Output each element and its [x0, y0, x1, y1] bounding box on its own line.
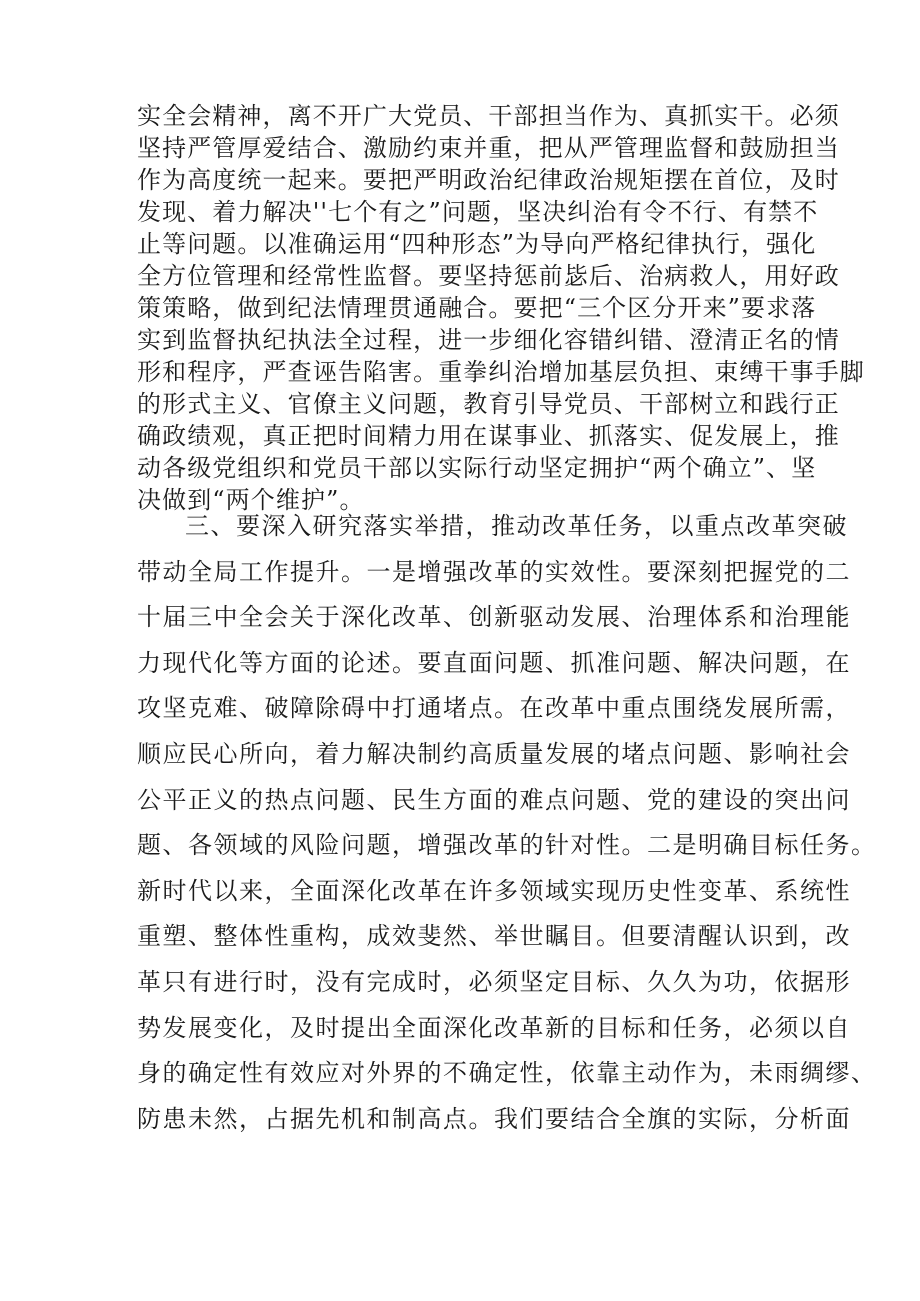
text-line: 实到监督执纪执法全过程，进一步细化容错纠错、澄清正名的情: [137, 326, 840, 354]
paragraph-reform-tasks: [137, 504, 877, 1142]
text-line: 公平正义的热点问题、民生方面的难点问题、党的建设的突出问: [137, 785, 851, 814]
section-heading-line: 三、要深入研究落实举措，推动改革任务，以重点改革突破: [185, 512, 848, 540]
text-line: 攻坚克难、破障除碍中打通堵点。在改革中重点围绕发展所需，: [137, 694, 851, 723]
text-line: 顺应民心所向，着力解决制约高质量发展的堵点问题、影响社会: [137, 739, 851, 768]
text-line: 作为高度统一起来。要把严明政治纪律政治规矩摆在首位，及时: [137, 166, 840, 194]
text-line: 势发展变化，及时提出全面深化改革新的目标和任务，必须以自: [137, 1013, 851, 1042]
text-line: 全方位管理和经常性监督。要坚持惩前毖后、治病救人，用好政: [137, 262, 840, 290]
text-line: 动各级党组织和党员干部以实际行动坚定拥护“两个确立”、坚: [137, 454, 817, 482]
text-line: 发现、着力解决''七个有之”问题，坚决纠治有令不行、有禁不: [137, 198, 819, 226]
text-line: 决做到“两个维护”。: [137, 486, 365, 514]
text-line: 的形式主义、官僚主义问题，教育引导党员、干部树立和践行正: [137, 390, 840, 418]
paragraph-supervision: [137, 100, 865, 516]
text-line: 题、各领域的风险问题，增强改革的针对性。二是明确目标任务。: [137, 831, 877, 860]
text-line: 防患未然，占据先机和制高点。我们要结合全旗的实际，分析面: [137, 1104, 851, 1133]
text-line: 坚持严管厚爱结合、激励约束并重，把从严管理监督和鼓励担当: [137, 134, 840, 162]
text-line: 身的确定性有效应对外界的不确定性，依靠主动作为，未雨绸缪、: [137, 1059, 877, 1088]
text-line: 重塑、整体性重构，成效斐然、举世瞩目。但要清醒认识到，改: [137, 922, 851, 951]
text-line: 止等问题。以准确运用“四种形态”为导向严格纪律执行，强化: [137, 230, 817, 258]
text-line: 实全会精神，离不开广大党员、干部担当作为、真抓实干。必须: [137, 102, 840, 130]
text-line: 确政绩观，真正把时间精力用在谋事业、抓落实、促发展上，推: [137, 422, 840, 450]
text-line: 十届三中全会关于深化改革、创新驱动发展、治理体系和治理能: [137, 603, 851, 632]
text-line: 新时代以来，全面深化改革在许多领域实现历史性变革、系统性: [137, 876, 851, 905]
text-line: 形和程序，严查诬告陷害。重拳纠治增加基层负担、束缚干事手脚: [137, 358, 865, 386]
text-line: 力现代化等方面的论述。要直面问题、抓准问题、解决问题，在: [137, 648, 851, 677]
text-line: 策策略，做到纪法情理贯通融合。要把“三个区分开来”要求落: [137, 294, 817, 322]
text-line: 带动全局工作提升。一是增强改革的实效性。要深刻把握党的二: [137, 557, 851, 586]
text-line: 革只有进行时，没有完成时，必须坚定目标、久久为功，依据形: [137, 967, 851, 996]
